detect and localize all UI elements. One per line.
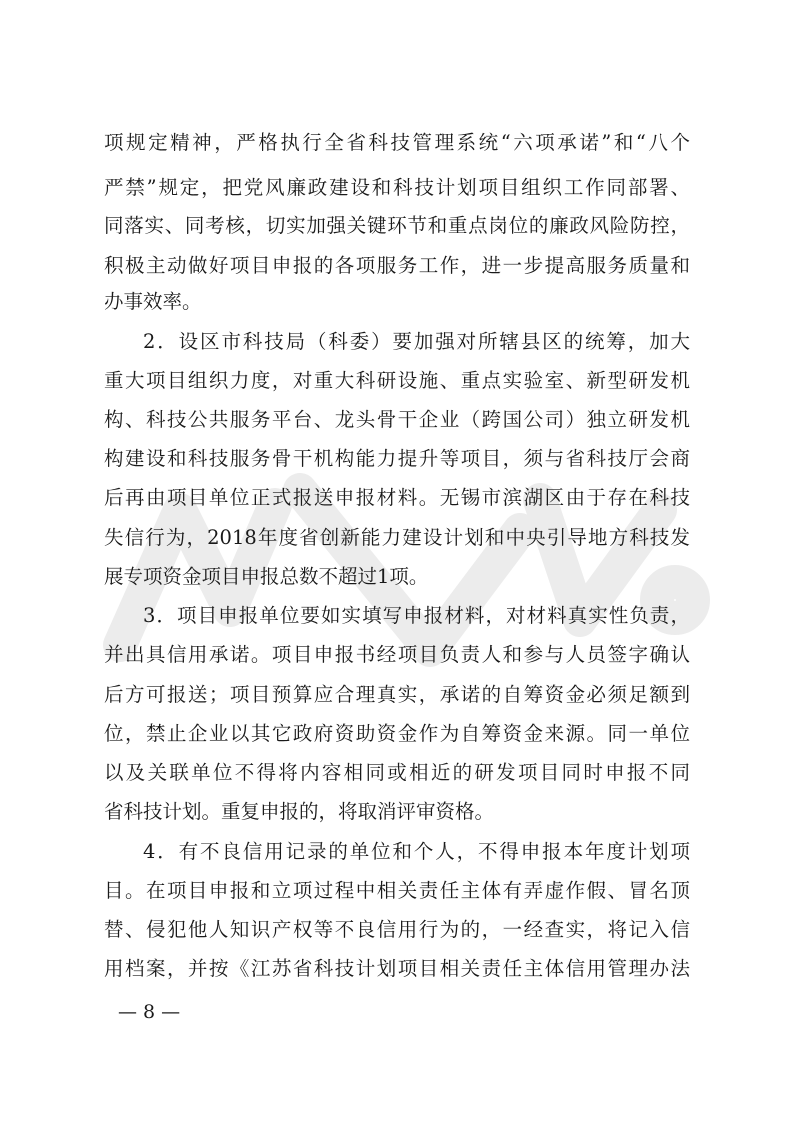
paragraph-line: 构、科技公共服务平台、龙头骨干企业（跨国公司）独立研发机 <box>104 408 690 431</box>
paragraph-line: 位，禁止企业以其它政府资助资金作为自筹资金来源。同一单位 <box>104 722 690 745</box>
paragraph-line: 并出具信用承诺。项目申报书经项目负责人和参与人员签字确认 <box>104 643 690 666</box>
paragraph-line: 积极主动做好项目申报的各项服务工作，进一步提高服务质量和 <box>104 254 690 277</box>
paragraph-line: 严禁”规定，把党风廉政建设和科技计划项目组织工作同部署、 <box>104 176 690 199</box>
paragraph-line: 目。在项目申报和立项过程中相关责任主体有弄虚作假、冒名顶 <box>104 879 690 902</box>
paragraph-line: 办事效率。 <box>104 290 202 313</box>
paragraph-line: 2．设区市科技局（科委）要加强对所辖县区的统筹，加大 <box>143 330 690 353</box>
paragraph-line: 项规定精神，严格执行全省科技管理系统“六项承诺”和“八个 <box>104 131 690 154</box>
paragraph-line: 用档案，并按《江苏省科技计划项目相关责任主体信用管理办法 <box>104 957 690 980</box>
paragraph-line: 3．项目申报单位要如实填写申报材料，对材料真实性负责， <box>143 604 690 627</box>
paragraph-line: 后再由项目单位正式报送申报材料。无锡市滨湖区由于存在科技 <box>104 486 690 509</box>
paragraph-line: 后方可报送；项目预算应合理真实，承诺的自筹资金必须足额到 <box>104 683 690 706</box>
paragraph-line: 以及关联单位不得将内容相同或相近的研发项目同时申报不同 <box>104 761 690 784</box>
paragraph-line: 同落实、同考核，切实加强关键环节和重点岗位的廉政风险防控， <box>104 214 690 237</box>
paragraph-line: 构建设和科技服务骨干机构能力提升等项目，须与省科技厅会商 <box>104 447 690 470</box>
paragraph-line: 展专项资金项目申报总数不超过1项。 <box>104 565 429 588</box>
paragraph-line: 重大项目组织力度，对重大科研设施、重点实验室、新型研发机 <box>104 369 690 392</box>
paragraph-line: 失信行为，2018年度省创新能力建设计划和中央引导地方科技发 <box>104 526 690 549</box>
paragraph-line: 省科技计划。重复申报的，将取消评审资格。 <box>104 800 495 823</box>
paragraph-line: 替、侵犯他人知识产权等不良信用行为的，一经查实，将记入信 <box>104 918 690 941</box>
page-number: — 8 — <box>118 1001 181 1023</box>
paragraph-line: 4．有不良信用记录的单位和个人，不得申报本年度计划项 <box>143 840 690 863</box>
